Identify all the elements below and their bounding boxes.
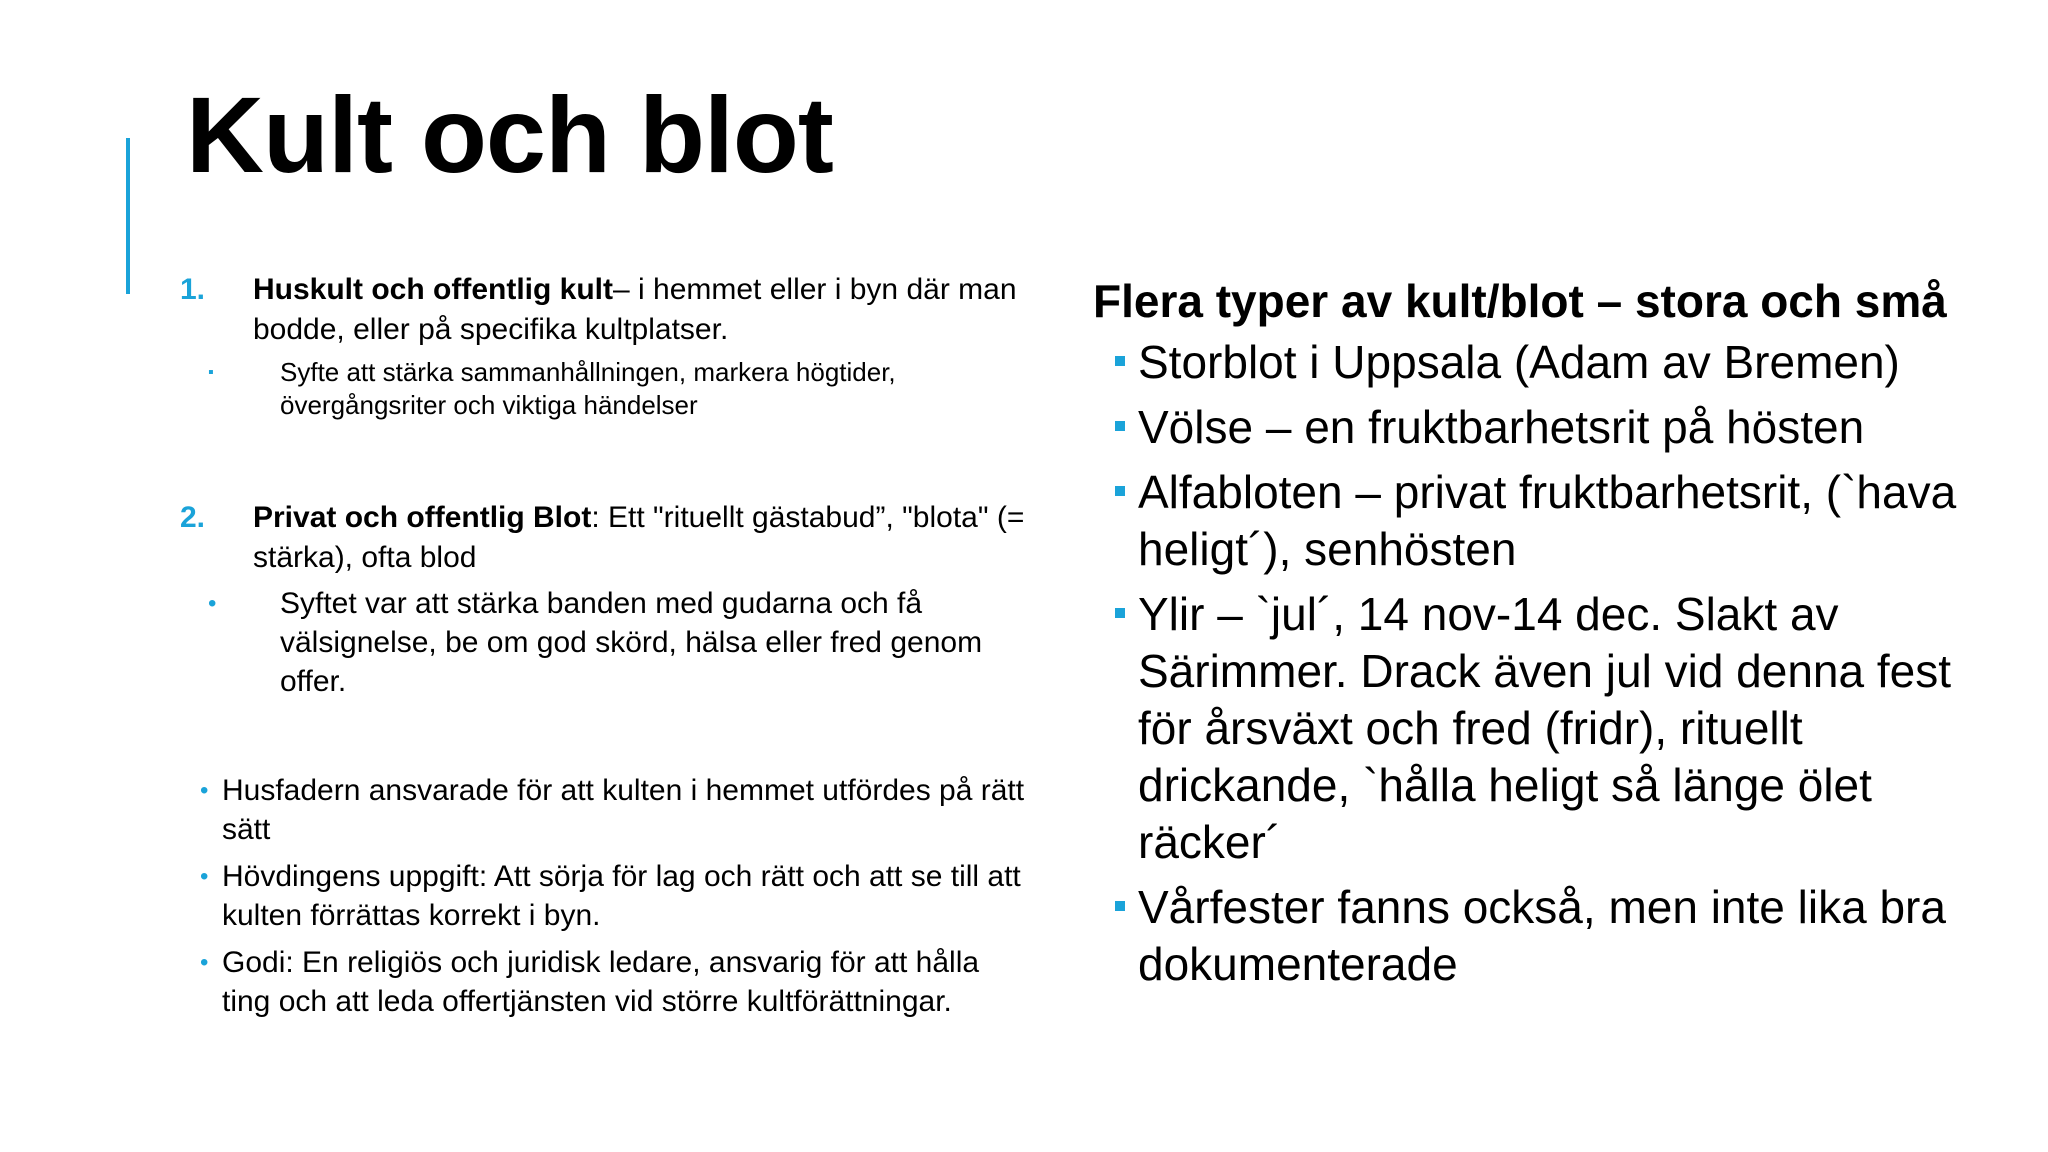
square-bullet-icon: [1115, 901, 1125, 911]
square-bullet-icon: [1115, 608, 1125, 618]
numbered-item-body: : Ett "rituellt gästabud”, "blota" (= stärka), ofta blod: [253, 501, 1025, 574]
round-bullet-icon: •: [208, 590, 217, 617]
list-item-text: Völse – en fruktbarhetsrit på hösten: [1138, 401, 1865, 453]
bullet-icon: •: [200, 777, 209, 804]
list-item: [180, 857, 1030, 935]
list-item: [1093, 464, 1993, 578]
slide-title: Kult och blot: [186, 74, 833, 195]
list-item-text: Husfadern ansvarade för att kulten i hemmet utfördes på rätt sätt: [222, 774, 1025, 846]
number-marker: 1.: [180, 273, 206, 306]
square-bullet-icon: [1115, 421, 1125, 431]
list-item-text: Godi: En religiös och juridisk ledare, ansvarig för att hålla ting och att leda offertjänsten vid större kultförättningar.: [222, 946, 980, 1018]
right-bullet-list: [1093, 334, 1993, 993]
list-item-text: Alfabloten – privat fruktbarhetsrit, (`hava heligt´), senhösten: [1138, 466, 1957, 575]
list-item-text: Storblot i Uppsala (Adam av Bremen): [1138, 336, 1900, 388]
numbered-item-text: [253, 498, 1030, 578]
numbered-item-bold: Privat och offentlig Blot: [253, 501, 592, 534]
numbered-item-bold: Huskult och offentlig kult: [253, 273, 613, 306]
sub-item-text: Syftet var att stärka banden med gudarna och få välsignelse, be om god skörd, hälsa eller fred genom offer.: [280, 587, 983, 698]
bullet-icon: •: [200, 949, 209, 976]
bullet-list: [180, 771, 1030, 1021]
list-item: [1093, 586, 1993, 871]
square-bullet-icon: [1115, 486, 1125, 496]
sub-item-text: Syfte att stärka sammanhållningen, markera högtider, övergångsriter och viktiga händelser: [280, 357, 896, 420]
sub-item-1: [180, 356, 1030, 422]
right-column: [1093, 272, 1993, 1001]
numbered-item-2: [180, 498, 1030, 578]
bullet-icon: •: [200, 863, 209, 890]
accent-bar: [126, 138, 130, 294]
square-bullet-icon: ▪: [208, 364, 214, 381]
sub-item-2: [180, 584, 1030, 701]
numbered-item-body: – i hemmet eller i byn där man bodde, eller på specifika kultplatser.: [253, 273, 1017, 346]
left-column: [180, 270, 1030, 1029]
list-item-text: Hövdingens uppgift: Att sörja för lag och rätt och att se till att kulten förrättas korrekt i byn.: [222, 860, 1021, 932]
list-item: [180, 943, 1030, 1021]
numbered-item-1: [180, 270, 1030, 350]
square-bullet-icon: [1115, 356, 1125, 366]
list-item-text: Vårfester fanns också, men inte lika bra dokumenterade: [1138, 881, 1946, 990]
list-item: [1093, 399, 1993, 456]
right-heading: Flera typer av kult/blot – stora och små: [1093, 275, 1947, 327]
list-item-text: Ylir – `jul´, 14 nov-14 dec. Slakt av Särimmer. Drack även jul vid denna fest för årsväxt och fred (fridr), rituellt drickande, `hålla heligt så länge ölet räcker´: [1138, 588, 1952, 868]
list-item: [1093, 879, 1993, 993]
list-item: [1093, 334, 1993, 391]
numbered-item-text: [253, 270, 1030, 350]
number-marker: 2.: [180, 501, 206, 534]
list-item: [180, 771, 1030, 849]
